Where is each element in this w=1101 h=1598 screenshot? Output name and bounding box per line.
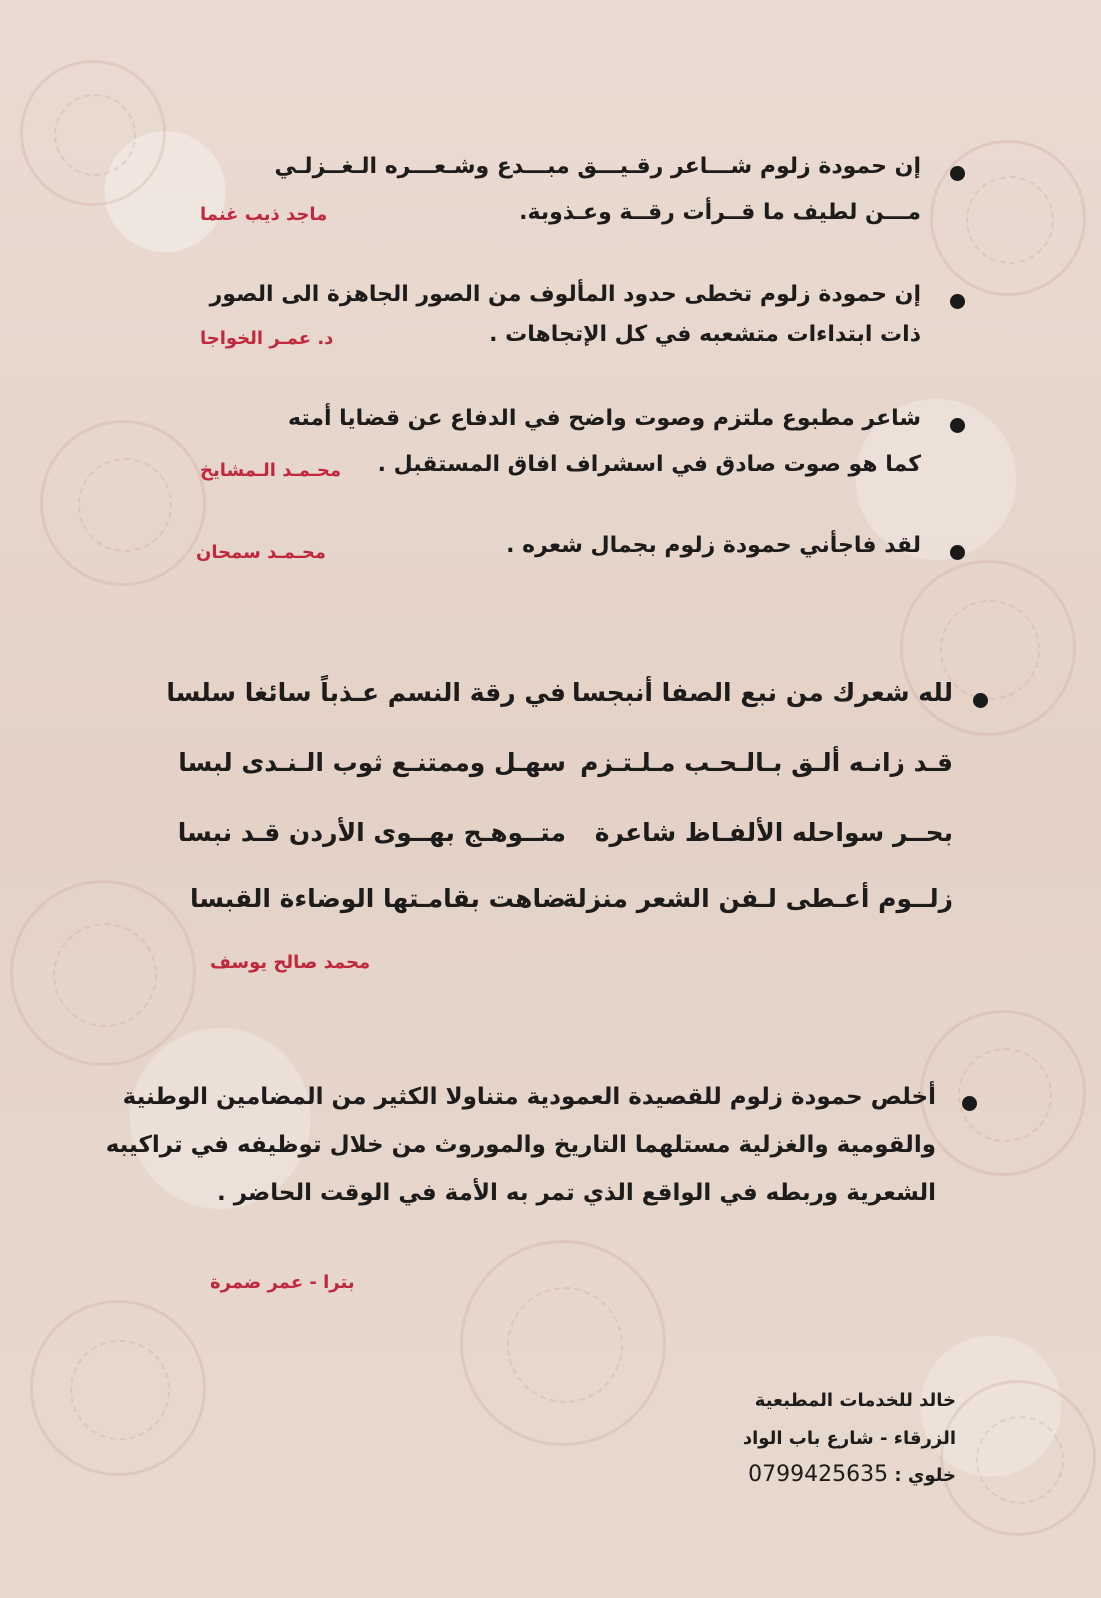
- bullet-icon: [950, 166, 965, 181]
- decorative-pattern: [920, 1010, 1086, 1176]
- testimonial-line: إن حمودة زلوم شـــاعر رقـيـــق مبـــدع وشـعـــره الـغــزلـي: [274, 154, 921, 179]
- author-name: محـمـد الـمشايخ: [200, 460, 342, 481]
- printer-name: خالد للخدمات المطبعية: [754, 1390, 956, 1411]
- bullet-icon: [973, 693, 988, 708]
- verse-hemistich-right: زلــوم أعـطى لـفن الشعر منزلة: [562, 884, 953, 913]
- phone-label: خلوي :: [894, 1465, 956, 1486]
- bullet-icon: [962, 1096, 977, 1111]
- decorative-pattern: [20, 60, 166, 206]
- testimonial-line: أخلص حمودة زلوم للقصيدة العمودية متناولا الكثير من المضامين الوطنية: [122, 1084, 936, 1110]
- bullet-icon: [950, 418, 965, 433]
- testimonial-line: مـــن لطيف ما قــرأت رقــة وعـذوبة.: [519, 200, 921, 225]
- decorative-pattern: [30, 1300, 206, 1476]
- verse-hemistich-left: ضاهت بقامـتها الوضاءة القبسا: [189, 884, 566, 913]
- decorative-pattern: [10, 880, 196, 1066]
- verse-hemistich-left: في رقة النسم عـذباً سائغا سلسا: [166, 678, 566, 707]
- verse-hemistich-left: سهـل وممتنـع ثوب الـنـدى لبسا: [178, 748, 566, 777]
- decorative-pattern: [930, 140, 1086, 296]
- verse-hemistich-left: متــوهـج بهــوى الأردن قـد نبسا: [177, 818, 566, 847]
- testimonial-line: كما هو صوت صادق في اسشراف افاق المستقبل .: [377, 452, 921, 477]
- testimonial-line: لقد فاجأني حمودة زلوم بجمال شعره .: [506, 533, 921, 558]
- testimonial-line: ذات ابتداءات متشعبه في كل الإتجاهات .: [489, 322, 921, 347]
- testimonial-line: شاعر مطبوع ملتزم وصوت واضح في الدفاع عن قضايا أمته: [288, 406, 921, 431]
- verse-hemistich-right: لله شعرك من نبع الصفا أنبجسا: [571, 678, 953, 707]
- decorative-pattern: [940, 1380, 1096, 1536]
- bullet-icon: [950, 545, 965, 560]
- printer-address: الزرقاء - شارع باب الواد: [742, 1428, 956, 1449]
- testimonial-line: إن حمودة زلوم تخطى حدود المألوف من الصور الجاهزة الى الصور: [209, 282, 921, 307]
- bullet-icon: [950, 294, 965, 309]
- testimonial-line: الشعرية وربطه في الواقع الذي تمر به الأمة في الوقت الحاضر .: [216, 1180, 936, 1206]
- author-name: محـمـد سمحان: [196, 542, 327, 563]
- testimonial-line: والقومية والغزلية مستلهما التاريخ والموروث من خلال توظيفه في تراكيبه: [105, 1132, 936, 1158]
- verse-hemistich-right: بحــر سواحله الألفـاظ شاعرة: [594, 818, 953, 847]
- phone-number: 0799425635: [748, 1462, 889, 1487]
- verse-hemistich-right: قـد زانـه ألـق بـالـحـب مـلـتـزم: [580, 748, 953, 777]
- author-name: د. عمـر الخواجا: [200, 328, 334, 349]
- author-name: محمد صالح يوسف: [210, 952, 371, 973]
- printer-phone-row: [748, 1462, 956, 1487]
- author-name: ماجد ذيب غنما: [200, 204, 328, 225]
- decorative-pattern: [900, 560, 1076, 736]
- decorative-pattern: [40, 420, 206, 586]
- author-name: بترا - عمر ضمرة: [210, 1272, 355, 1293]
- decorative-pattern: [460, 1240, 666, 1446]
